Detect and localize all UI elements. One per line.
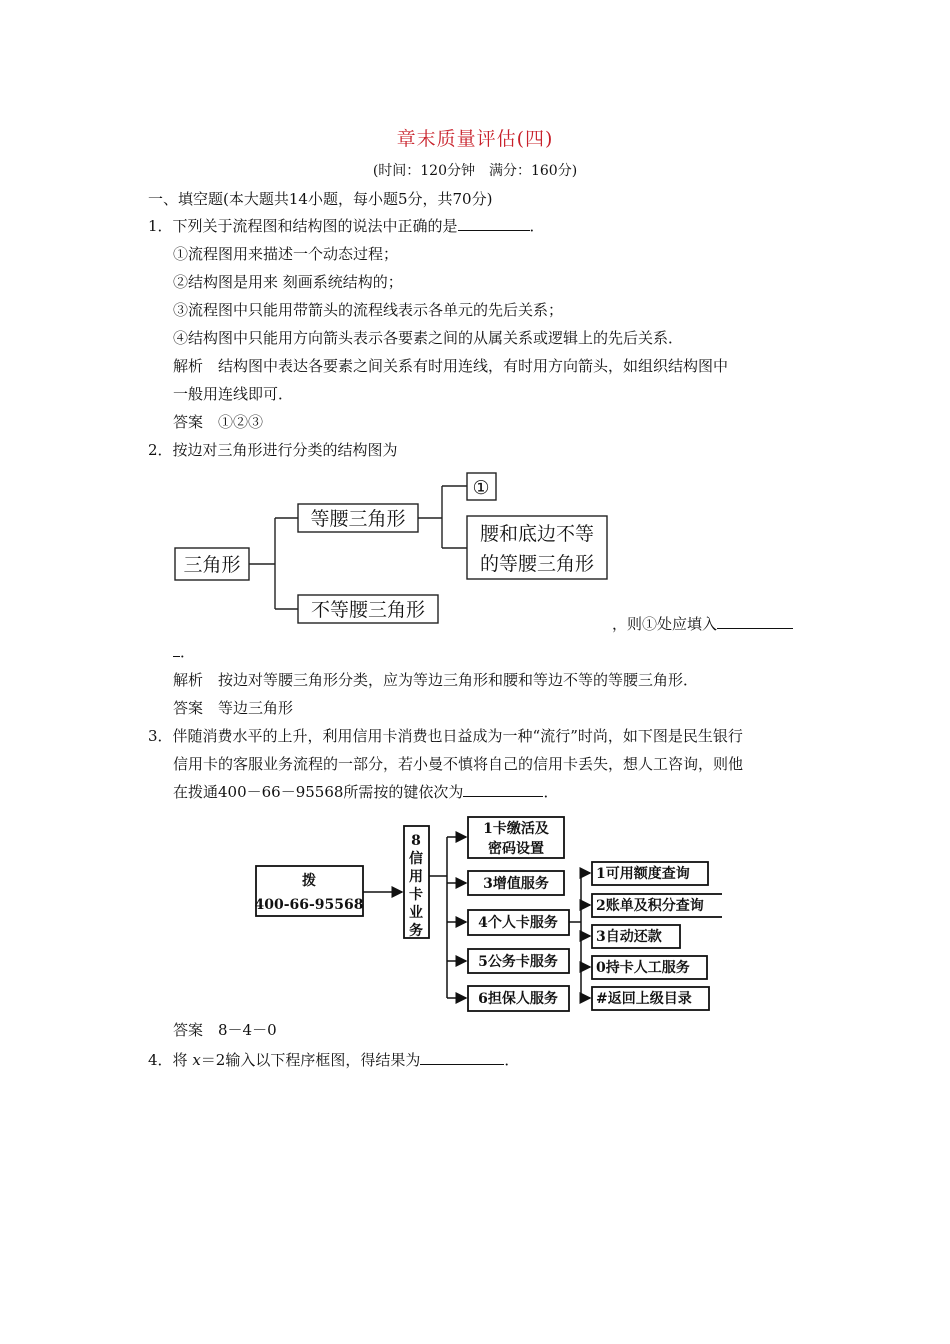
option-1-line1: 1卡缴活及: [483, 821, 549, 837]
scalene-label: 不等腰三角形: [310, 599, 426, 621]
exam-info: (时间：120分钟 满分：160分): [372, 163, 578, 179]
sub-3-label: 3自动还款: [596, 929, 662, 945]
menu-8-char-3: 用: [409, 869, 423, 885]
menu-8-char-1: 8: [411, 833, 421, 849]
sub-hash-label: #返回上级目录: [596, 991, 692, 1007]
menu-8-char-2: 信: [409, 851, 423, 867]
q3-line3: [173, 782, 558, 802]
q2-period: ．: [180, 643, 196, 661]
menu-8-char-5: 业: [409, 905, 423, 921]
q4-post: ＝2输入以下程序框图，得结果为: [200, 1051, 421, 1069]
q3-line3-text: 在拨通400－66－95568所需按的键依次为: [173, 783, 464, 801]
sub-2-label: 2账单及积分查询: [596, 898, 704, 914]
answer-blank: [420, 1050, 504, 1065]
q4-pre: 4．将: [148, 1051, 193, 1069]
q2-tail: [612, 614, 793, 634]
q1-stem: [148, 216, 545, 236]
q3-line1: 3．伴随消费水平的上升，利用信用卡消费也日益成为一种“流行”时尚，如下图是民生银行: [148, 727, 743, 745]
sub-1-label: 1可用额度查询: [596, 866, 690, 882]
option-3-label: 3增值服务: [483, 876, 549, 892]
q3-answer: 答案 8－4－0: [173, 1021, 277, 1039]
option-6-label: 6担保人服务: [478, 991, 558, 1007]
q3-line2: 信用卡的客服业务流程的一部分，若小曼不慎将自己的信用卡丢失，想人工咨询，则他: [173, 755, 744, 773]
answer-blank: [458, 216, 530, 231]
answer-blank: [463, 782, 543, 797]
leaf-label-line2: 的等腰三角形: [479, 553, 595, 575]
section-heading: 一、填空题(本大题共14小题，每小题5分，共70分): [148, 190, 493, 208]
menu-8-char-4: 卡: [409, 887, 423, 903]
q2-tail2: [173, 642, 195, 662]
q4-stem: [148, 1050, 519, 1070]
dial-label-line1: 拨: [302, 873, 316, 889]
q1-analysis-line1: 解析 结构图中表达各要素之间关系有时用连线，有时用方向箭头，如组织结构图中: [173, 357, 729, 375]
triangle-classification-diagram: [170, 468, 620, 630]
q4-variable: x: [192, 1051, 201, 1069]
q2-stem: 2．按边对三角形进行分类的结构图为: [148, 441, 398, 459]
q1-analysis-line2: 一般用连线即可．: [173, 385, 294, 403]
q1-option-4: ④结构图中只能用方向箭头表示各要素之间的从属关系或逻辑上的先后关系．: [173, 329, 684, 347]
option-4-label: 4个人卡服务: [478, 915, 558, 931]
isosceles-label: 等腰三角形: [310, 508, 406, 530]
blank-marker: ①: [472, 477, 490, 499]
q2-answer: 答案 等边三角形: [173, 699, 294, 717]
dial-label-line2: 400-66-95568: [254, 897, 364, 913]
menu-8-char-6: 务: [409, 923, 423, 939]
sub-0-label: 0持卡人工服务: [596, 960, 690, 976]
q1-stem-text: 1．下列关于流程图和结构图的说法中正确的是: [148, 217, 458, 235]
q1-option-2: ②结构图是用来 刻画系统结构的；: [173, 273, 403, 291]
option-5-label: 5公务卡服务: [478, 954, 558, 970]
page-title: 章末质量评估(四): [396, 128, 554, 150]
option-1-line2: 密码设置: [488, 841, 544, 857]
q3-period: ．: [543, 783, 559, 801]
root-label: 三角形: [183, 554, 241, 576]
leaf-label-line1: 腰和底边不等: [479, 523, 595, 545]
answer-blank-continued: [173, 642, 180, 657]
q2-tail-text: ，则①处应填入: [612, 615, 718, 633]
q1-option-3: ③流程图中只能用带箭头的流程线表示各单元的先后关系；: [173, 301, 564, 319]
q4-period: ．: [504, 1051, 520, 1069]
q1-period: ．: [529, 217, 545, 235]
q1-answer: 答案 ①②③: [173, 413, 264, 431]
q1-option-1: ①流程图用来描述一个动态过程；: [173, 245, 399, 263]
answer-blank: [717, 614, 793, 629]
service-flowchart: [252, 816, 722, 1014]
q2-analysis: 解析 按边对等腰三角形分类，应为等边三角形和腰和等边不等的等腰三角形．: [173, 671, 699, 689]
